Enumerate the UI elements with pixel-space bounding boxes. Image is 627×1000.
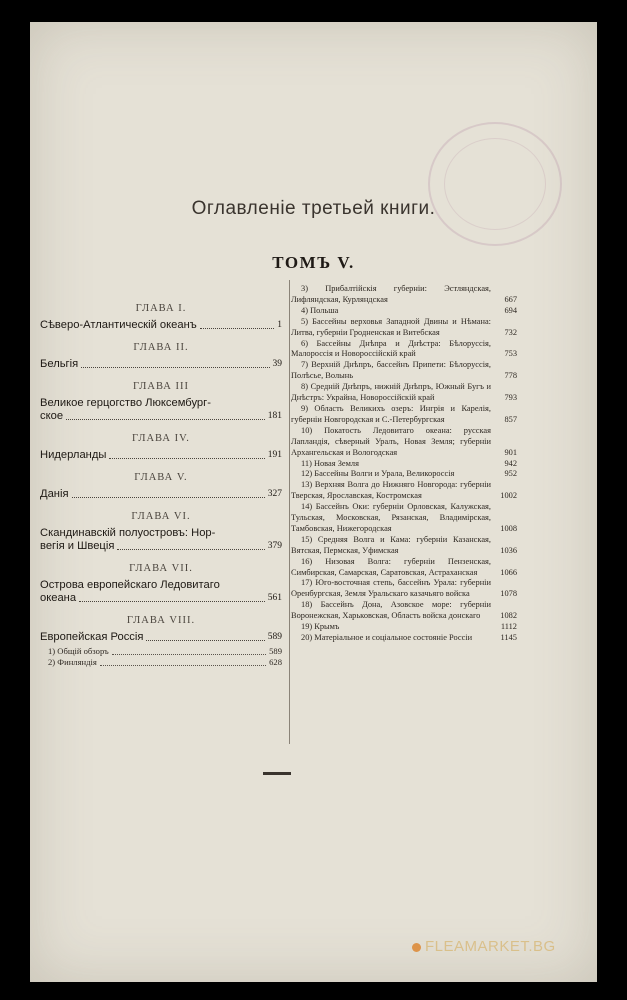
entry-text: 13) Верхняя Волга до Нижняго Новгорода: губерніи Тверская, Ярославская, Костромская: [291, 480, 491, 501]
volume-heading: ТОМЪ V.: [272, 253, 355, 272]
page-number: 778: [504, 371, 517, 381]
dot-leader: [100, 665, 266, 666]
toc-entry: [291, 284, 517, 306]
left-column: [40, 300, 282, 668]
page-number: 1078: [500, 589, 517, 599]
toc-entry: [291, 578, 517, 600]
entry-title-cont: ское: [40, 410, 64, 422]
toc-entry: [291, 557, 517, 579]
entry-text: 20) Матеріальное и соціальное состояніе Россіи: [301, 633, 473, 642]
page-number: 327: [267, 489, 282, 499]
entry-text: 6) Бассейны Днѣпра и Днѣстра: Бѣлоруссія, Малороссія и Новороссійскій край: [291, 338, 491, 359]
page-number: 1008: [500, 523, 517, 533]
entry-title: Великое герцогство Люксембург-: [40, 397, 211, 409]
dot-leader: [109, 458, 264, 459]
chapter-heading: ГЛАВА IV.: [132, 433, 190, 444]
entry-text: 14) Бассейнъ Оки: губерніи Орловская, Калужская, Тульская, Московская, Рязанская, Владимірская, Тамбовская, Нижегородская: [291, 502, 491, 533]
entry-title: Данія: [40, 488, 69, 500]
toc-entry: [40, 410, 282, 423]
entry-title-cont: вегія и Швеція: [40, 540, 115, 552]
entry-text: 12) Бассейны Волги и Урала, Великороссія: [301, 469, 455, 479]
page-number: 901: [504, 447, 517, 457]
dot-leader: [117, 549, 264, 550]
chapter-heading: ГЛАВА VIII.: [126, 615, 196, 626]
toc-entry: [40, 319, 282, 332]
toc-entry: [291, 502, 517, 535]
dot-leader: [72, 497, 265, 498]
ornament-rule: [263, 772, 291, 775]
dot-leader: [79, 601, 265, 602]
page-number: 39: [272, 359, 282, 369]
chapter-heading: ГЛАВА V.: [134, 472, 188, 483]
page-number: 561: [267, 593, 282, 603]
library-stamp: [428, 122, 562, 246]
toc-entry: [40, 449, 282, 462]
chapter-heading: ГЛАВА VII.: [129, 563, 193, 574]
toc-entry-line: [40, 579, 282, 592]
toc-entry-line: [40, 527, 282, 540]
toc-entry: [291, 306, 517, 317]
entry-text: 7) Верхній Днѣпръ, бассейнъ Припети: Бѣлоруссія, Полѣсье, Волынь: [291, 360, 491, 381]
entry-text: 3) Прибалтійскія губерніи: Эстляндская, Лифляндская, Курляндская: [291, 284, 491, 304]
page-number: 1: [277, 320, 282, 330]
entry-text: 4) Польша: [301, 305, 339, 315]
entry-text: 10) Покатость Ледовитаго океана: русская Лапландія, сѣверный Уралъ, Новая Земля; губерніи Архангельская и Вологодская: [291, 425, 491, 457]
page-number: 589: [267, 632, 282, 642]
entry-text: 9) Область Великихъ озеръ: Ингрія и Карелія, губерніи Новгородская и С.-Петербургская: [291, 403, 491, 424]
page-number: 667: [504, 294, 517, 304]
toc-entry: [40, 540, 282, 553]
chapter-heading: ГЛАВА I.: [135, 303, 187, 314]
column-divider: [289, 280, 290, 744]
entry-text: 8) Средній Днѣпръ, нижній Днѣпръ, Южный Бугъ и Днѣстръ: Украйна, Новороссійскій край: [291, 382, 491, 403]
chapter-heading: ГЛАВА III: [132, 381, 190, 392]
subentry-title: 1) Общій обзоръ: [48, 646, 109, 656]
entry-text: 19) Крымъ: [301, 622, 340, 632]
entry-text: 18) Бассейнъ Дона, Азовское море: губерніи Воронежская, Харьковская, Область войска донскаго: [291, 600, 491, 621]
page-number: 942: [504, 458, 517, 468]
dot-leader: [66, 419, 265, 420]
toc-entry: [291, 622, 517, 633]
page-number: 753: [504, 349, 517, 359]
page-number: 732: [504, 327, 517, 337]
subentry-title: 2) Финляндія: [48, 657, 97, 667]
watermark-logo-icon: [412, 943, 421, 952]
toc-entry: [291, 382, 517, 404]
toc-subentry: [48, 657, 282, 668]
watermark: [412, 938, 556, 955]
dot-leader: [112, 654, 266, 655]
chapter-heading: ГЛАВА VI.: [131, 511, 191, 522]
page-number: 1066: [500, 567, 517, 577]
page-number: 1036: [500, 545, 517, 555]
page-title: Оглавленіе третьей книги.: [191, 198, 436, 219]
entry-text: 16) Низовая Волга: губерніи Пензенская, Симбирская, Самарская, Саратовская, Астраханская: [291, 556, 491, 577]
toc-entry: [291, 469, 517, 480]
toc-entry: [291, 317, 517, 339]
page-number: 589: [269, 646, 282, 656]
page-number: 1112: [500, 622, 517, 632]
dot-leader: [146, 640, 264, 641]
chapter-heading: ГЛАВА II.: [133, 342, 189, 353]
entry-text: 5) Бассейны верховья Западной Двины и Нѣмана: Литва, губерніи Гродненская и Витебская: [291, 316, 491, 337]
right-column: [291, 284, 517, 644]
page-number: 191: [267, 450, 282, 460]
entry-title: Скандинавскій полуостровъ: Нор-: [40, 527, 216, 539]
toc-entry: [291, 600, 517, 622]
entry-text: 11) Новая Земля: [301, 458, 359, 468]
page-number: 793: [504, 393, 517, 403]
page-number: 694: [504, 305, 517, 315]
toc-entry: [40, 358, 282, 371]
page-number: 952: [504, 469, 517, 479]
toc-entry: [291, 633, 517, 644]
page-number: 181: [267, 411, 282, 421]
toc-subentry: [48, 646, 282, 657]
page-number: 379: [267, 541, 282, 551]
watermark-text: FLEAMARKET.BG: [425, 938, 556, 955]
dot-leader: [81, 367, 269, 368]
entry-title: Европейская Россія: [40, 631, 144, 643]
toc-entry: [291, 360, 517, 382]
entry-title: Бельгія: [40, 358, 79, 370]
page-number: 1002: [500, 491, 517, 501]
toc-entry: [291, 426, 517, 459]
page-number: 1145: [500, 633, 517, 642]
page-number: 1082: [500, 611, 517, 621]
entry-title: Сѣверо-Атлантическій океанъ: [40, 319, 197, 331]
toc-entry: [291, 339, 517, 361]
entry-title-cont: океана: [40, 592, 77, 604]
toc-entry: [40, 631, 282, 644]
page-number: 857: [504, 414, 517, 424]
toc-entry: [40, 592, 282, 605]
toc-entry: [291, 480, 517, 502]
toc-entry: [291, 459, 517, 470]
dot-leader: [200, 328, 274, 329]
toc-entry-line: [40, 397, 282, 410]
entry-text: 15) Средняя Волга и Кама: губерніи Казанская, Вятская, Пермская, Уфимская: [291, 534, 491, 555]
toc-entry: [291, 404, 517, 426]
entry-title: Острова европейскаго Ледовитаго: [40, 579, 220, 591]
entry-text: 17) Юго-восточная степь, бассейнъ Урала: губерніи Оренбургская, Земля Уральскаго казачьяго войска: [291, 578, 491, 599]
toc-entry: [291, 535, 517, 557]
toc-entry: [40, 488, 282, 501]
entry-title: Нидерланды: [40, 449, 107, 461]
page-number: 628: [269, 657, 282, 667]
